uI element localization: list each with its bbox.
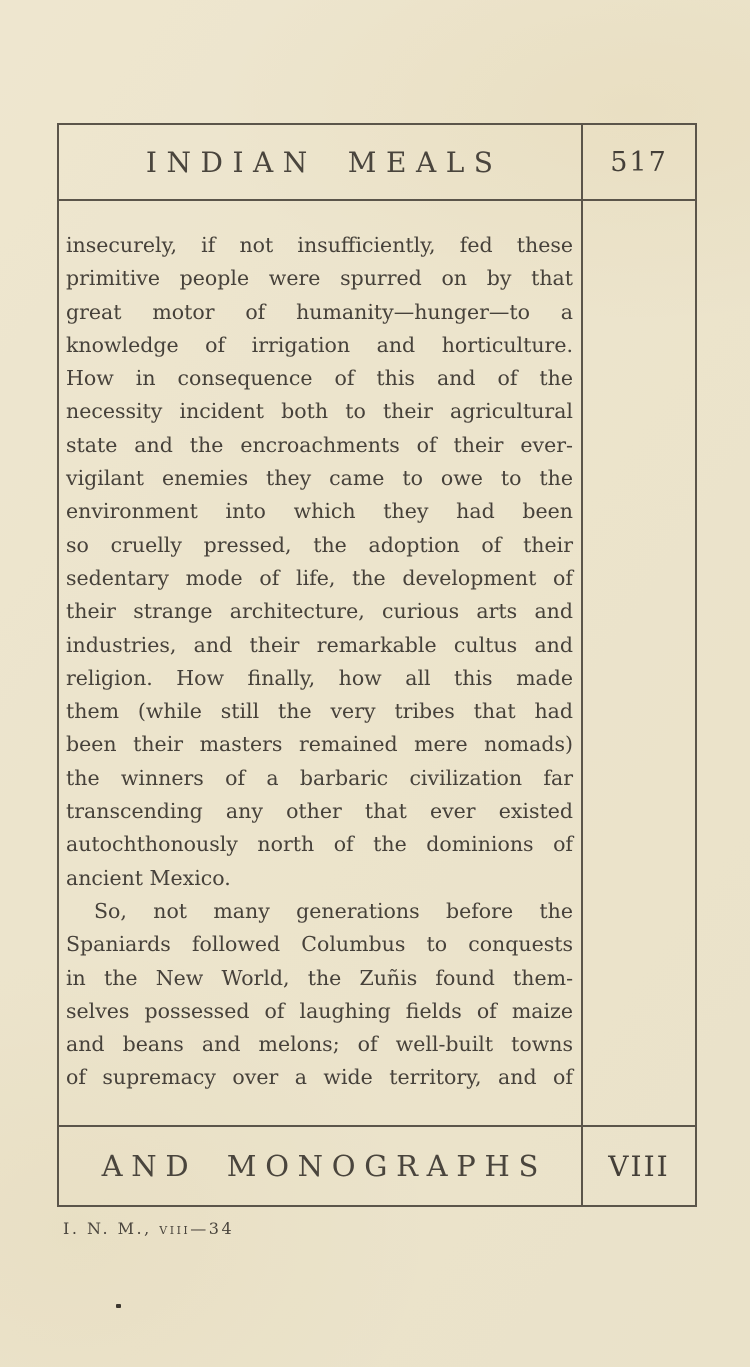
volume-number: VIII bbox=[608, 1149, 670, 1183]
text-line: great motor of humanity—hunger—to a bbox=[66, 299, 573, 324]
text-line: sedentary mode of life, the development of bbox=[66, 565, 573, 590]
text-line: their strange architecture, curious arts and bbox=[66, 599, 573, 624]
text-line: so cruelly pressed, the adoption of their bbox=[66, 532, 573, 557]
text-line: environment into which they had been bbox=[66, 499, 573, 524]
text-line: in the New World, the Zuñis found them- bbox=[66, 965, 573, 990]
page-frame bbox=[57, 123, 697, 1207]
printer-signature: I. N. M., viii—34 bbox=[63, 1219, 235, 1238]
text-line: and beans and melons; of well-built towns bbox=[66, 1032, 573, 1057]
text-line: autochthonously north of the dominions of bbox=[66, 832, 573, 857]
text-line: So, not many generations before the bbox=[94, 898, 573, 923]
text-line: state and the encroachments of their ever- bbox=[66, 432, 573, 457]
text-line: primitive people were spurred on by that bbox=[66, 266, 573, 291]
header-cell bbox=[59, 125, 583, 201]
text-line: ancient Mexico. bbox=[66, 865, 231, 890]
text-line: of supremacy over a wide territory, and of bbox=[66, 1065, 573, 1090]
text-line: them (while still the very tribes that had bbox=[66, 699, 573, 724]
text-line: the winners of a barbaric civilization far bbox=[66, 765, 573, 790]
page-number-cell bbox=[583, 125, 695, 201]
text-line: industries, and their remarkable cultus and bbox=[66, 632, 573, 657]
text-line: necessity incident both to their agricultural bbox=[66, 399, 573, 424]
text-line: religion. How finally, how all this made bbox=[66, 665, 573, 690]
text-line: been their masters remained mere nomads) bbox=[66, 732, 573, 757]
text-line: transcending any other that ever existed bbox=[66, 799, 573, 824]
body-text-column bbox=[59, 201, 583, 1125]
page-number: 517 bbox=[610, 146, 668, 178]
text-line: selves possessed of laughing fields of maize bbox=[66, 998, 573, 1023]
footer-cell bbox=[59, 1125, 583, 1205]
running-head-title: INDIAN MEALS bbox=[145, 145, 503, 179]
text-line: vigilant enemies they came to owe to the bbox=[66, 466, 573, 491]
text-line: Spaniards followed Columbus to conquests bbox=[66, 932, 573, 957]
ink-speck bbox=[116, 1304, 121, 1308]
text-line: knowledge of irrigation and horticulture. bbox=[66, 332, 573, 357]
volume-cell bbox=[583, 1125, 695, 1205]
text-line: insecurely, if not insufficiently, fed these bbox=[66, 233, 573, 257]
margin-column bbox=[583, 201, 695, 1125]
footer-series-title: AND MONOGRAPHS bbox=[101, 1149, 548, 1183]
text-line: How in consequence of this and of the bbox=[66, 366, 573, 391]
